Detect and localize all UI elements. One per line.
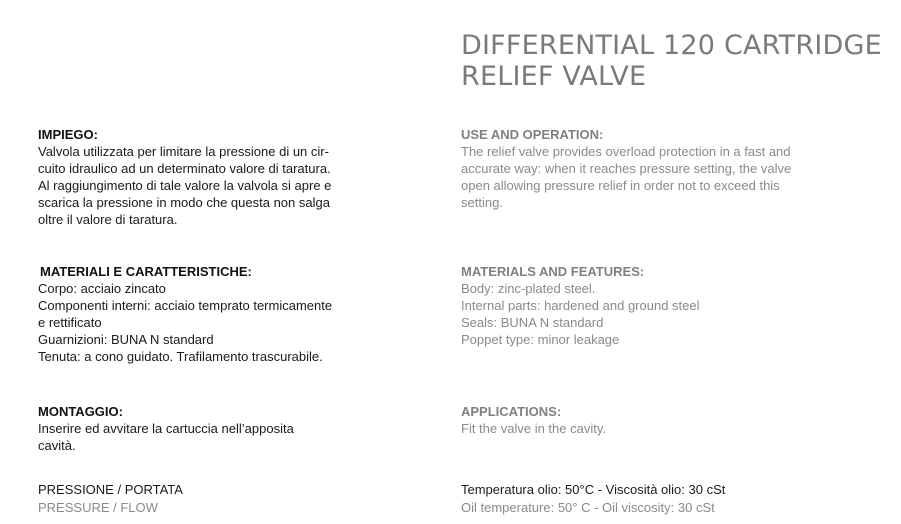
section-impiego <box>38 126 378 228</box>
section-heading: USE AND OPERATION: <box>461 127 604 142</box>
section-body <box>38 420 378 454</box>
body-line: Body: zinc-plated steel. <box>461 281 596 296</box>
oil-conditions-en: Oil temperature: 50° C - Oil viscosity: 30 cSt <box>461 500 715 515</box>
oil-conditions <box>461 481 841 517</box>
section-use-operation <box>461 126 841 211</box>
body-line: Inserire ed avvitare la cartuccia nell’apposita <box>38 421 294 436</box>
oil-conditions-it: Temperatura olio: 50°C - Viscosità olio: 30 cSt <box>461 482 726 497</box>
body-line: Componenti interni: acciaio temprato termicamente <box>38 298 333 313</box>
body-line: cuito idraulico ad un determinato valore di taratura. <box>38 161 331 176</box>
section-materiali <box>38 263 378 365</box>
body-line: oltre il valore di taratura. <box>38 212 178 227</box>
body-line: Guarnizioni: BUNA N standard <box>38 332 214 347</box>
section-montaggio <box>38 403 378 454</box>
section-heading: MONTAGGIO: <box>38 404 123 419</box>
section-body <box>461 420 841 437</box>
body-line: open allowing pressure relief in order not to exceed this <box>461 178 780 193</box>
body-line: Corpo: acciaio zincato <box>38 281 166 296</box>
body-line: Tenuta: a cono guidato. Trafilamento trascurabile. <box>38 349 323 364</box>
section-heading: MATERIALS AND FEATURES: <box>461 264 645 279</box>
body-line: e rettificato <box>38 315 102 330</box>
section-body <box>461 143 841 211</box>
chart-label-pressure-flow <box>38 481 378 517</box>
body-line: scarica la pressione in modo che questa non salga <box>38 195 330 210</box>
section-heading: MATERIALI E CARATTERISTICHE: <box>40 264 252 279</box>
body-line: Valvola utilizzata per limitare la pressione di un cir- <box>38 144 329 159</box>
section-heading: IMPIEGO: <box>38 127 98 142</box>
label-pressure-flow: PRESSURE / FLOW <box>38 500 158 515</box>
title-line-1: DIFFERENTIAL 120 CARTRIDGE <box>461 30 882 61</box>
body-line: Internal parts: hardened and ground steel <box>461 298 700 313</box>
section-body <box>461 280 841 348</box>
body-line: Seals: BUNA N standard <box>461 315 604 330</box>
title-line-2: RELIEF VALVE <box>461 61 647 92</box>
section-body <box>38 280 378 365</box>
body-line: The relief valve provides overload protection in a fast and <box>461 144 791 159</box>
body-line: Fit the valve in the cavity. <box>461 421 606 436</box>
section-body <box>38 143 378 228</box>
body-line: Al raggiungimento di tale valore la valvola si apre e <box>38 178 332 193</box>
section-heading: APPLICATIONS: <box>461 404 562 419</box>
body-line: setting. <box>461 195 503 210</box>
body-line: Poppet type: minor leakage <box>461 332 620 347</box>
section-materials-features <box>461 263 841 348</box>
body-line: accurate way: when it reaches pressure setting, the valve <box>461 161 792 176</box>
document-title <box>461 30 882 92</box>
section-applications <box>461 403 841 437</box>
body-line: cavità. <box>38 438 76 453</box>
label-pressione-portata: PRESSIONE / PORTATA <box>38 482 183 497</box>
